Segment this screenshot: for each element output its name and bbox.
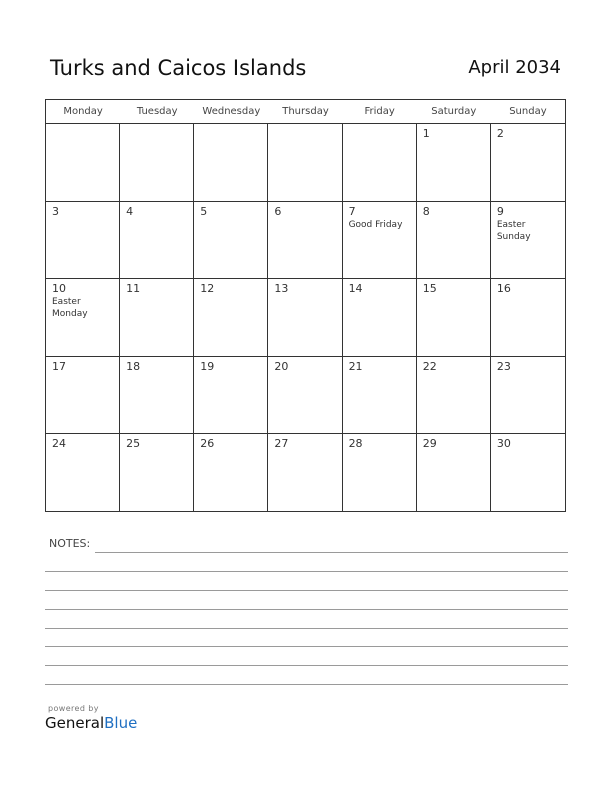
day-number: 8 [422,204,430,218]
day-grid [46,124,565,512]
notes-line [45,646,568,647]
country-title: Turks and Caicos Islands [50,56,307,80]
day-number: 4 [126,204,134,218]
day-number: 1 [422,127,430,140]
day-number: 27 [274,437,289,451]
day-cell [120,434,194,512]
day-number: 25 [126,437,141,451]
day-number: 22 [422,359,437,373]
weekday-tuesday: Tuesday [136,106,178,117]
calendar-table [45,99,566,512]
day-number: 24 [52,437,66,451]
day-number: 13 [274,282,289,296]
day-cell [268,202,342,280]
day-number: 20 [274,359,289,373]
day-cell [417,124,491,202]
generalblue-logo [45,704,137,733]
day-cell [417,434,491,512]
day-cell [417,202,491,280]
day-number: 7 [348,204,356,218]
day-cell [268,124,342,202]
day-number: 21 [348,359,363,373]
weekday-friday: Friday [364,106,395,117]
day-number: 23 [496,359,511,373]
day-number: 17 [52,359,66,373]
day-cell [343,279,417,357]
day-number: 29 [422,437,437,451]
notes-line [45,684,568,685]
day-cell [46,357,120,435]
weekday-wednesday: Wednesday [202,106,261,117]
notes-line [45,609,568,610]
brand-name [45,713,137,733]
day-cell [120,357,194,435]
day-cell [194,279,268,357]
weekday-monday: Monday [63,106,103,117]
day-number: 5 [200,204,208,218]
day-cell [268,279,342,357]
day-number: 18 [126,359,141,373]
day-cell [194,202,268,280]
notes-line [45,590,568,591]
day-cell [343,124,417,202]
notes-line [45,628,568,629]
day-cell [491,434,565,512]
day-cell [46,279,120,357]
notes-line [45,665,568,666]
day-number: 19 [200,359,215,373]
day-number: 11 [126,282,141,296]
day-cell [194,357,268,435]
day-number: 3 [52,204,59,218]
day-cell [491,279,565,357]
day-cell [343,357,417,435]
day-number: 10 [52,282,66,296]
day-number: 16 [496,282,511,296]
notes-line [45,571,568,572]
day-cell [417,357,491,435]
day-cell [120,124,194,202]
day-number: 30 [496,437,511,451]
month-title: April 2034 [468,57,561,78]
holiday-label: Easter Monday [52,297,88,320]
notes-label: NOTES: [49,537,91,550]
brand-blue: Blue [104,714,138,732]
day-cell [268,357,342,435]
holiday-label: Easter Sunday [496,219,531,242]
notes-line [95,552,568,553]
day-number: 28 [348,437,363,451]
day-number: 15 [422,282,437,296]
weekday-sunday: Sunday [509,106,547,117]
day-cell [417,279,491,357]
day-cell [46,434,120,512]
day-cell [343,434,417,512]
day-cell [491,202,565,280]
day-cell [343,202,417,280]
weekday-thursday: Thursday [282,106,329,117]
day-number: 26 [200,437,215,451]
day-number: 2 [496,127,504,140]
day-cell [491,124,565,202]
day-cell [46,202,120,280]
day-cell [194,434,268,512]
day-cell [194,124,268,202]
powered-by-text: powered by [48,704,99,713]
weekday-saturday: Saturday [431,106,477,117]
day-cell [268,434,342,512]
day-number: 6 [274,204,282,218]
day-number: 12 [200,282,215,296]
weekday-header-row [46,100,565,124]
day-number: 9 [496,204,504,218]
holiday-label: Good Friday [348,219,403,230]
day-cell [46,124,120,202]
day-cell [491,357,565,435]
brand-general: General [45,714,105,732]
day-number: 14 [348,282,363,296]
day-cell [120,202,194,280]
day-cell [120,279,194,357]
